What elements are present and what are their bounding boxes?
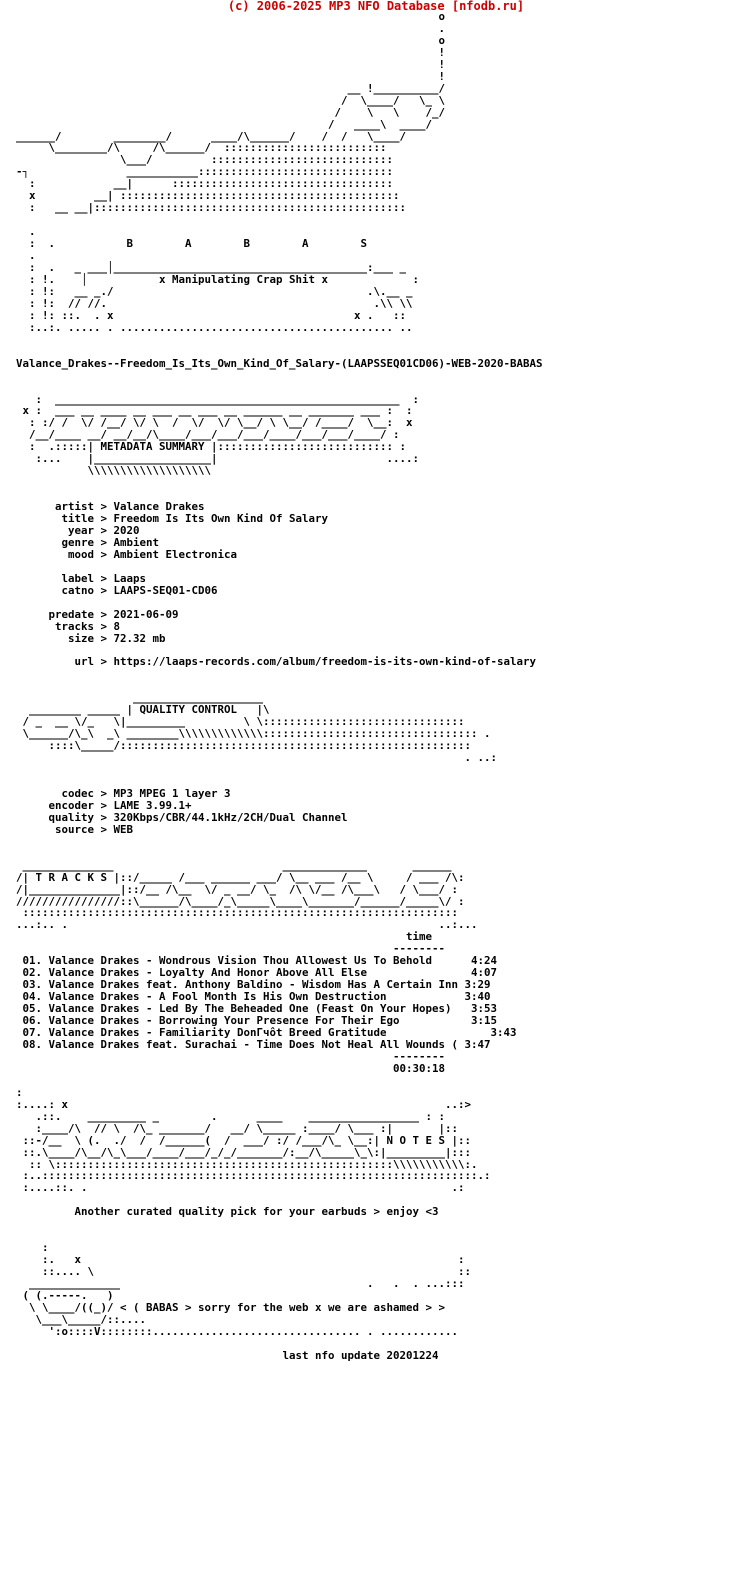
nfo-document: o . o ! ! ! __ !__________/ / \____/ \_ \ / \ \ /_/ / ____\ ____/ ______/ ________/ ____/\______/ / / \____/ \________/\ /\______/ ::::::::::::::::::::::::: \___/ :::::::::::::::::::::::::::: -┐ ___________:::::::::::::::::::::::::::::: : __| :::::::::::::::::::::::::::::::::: x __| ::::::::::::::::::::::::::::::::::::::::::: : __ __|:::::::::::::::::::::::::::::::::::::::::::::::: . : . B A B A S . : . _ ___│_______________________________________:___ _ : !. │ x Manipulating Crap Shit x : : !: __ _./ .\.__ _ : !: // //. .\\ \\ : !: ::. . x x . :: :..:. ..... . .......................................... .. Valance_Drakes--Freedom_Is_Its_Own_Kind_Of_Salary-(LAAPSSEQ01CD06)-WEB-2020-BABAS : _____________________________________________________ : x : ___ __ ____ __ ___ __ ___ __ ______ __ _______ ___ : : : :/ / \/ /__/ \/ \ / \/ \/ \__/ \ \__/ /____/ \__: x /__/____ __/ __/__/\____/___/___/___/____/___/___/____/ : : .:::::| METADATA SUMMARY |::::::::::::::::::::::::::: : :... |__________________| ....: \\\\\\\\\\\\\\\\\\\ artist > Valance Drakes title > Freedom Is Its Own Kind Of Salary year > 2020 genre > Ambient mood > Ambient Electronica label > Laaps catno > LAAPS-SEQ01-CD06 predate > 2021-06-09 tracks > 8 size > 72.32 mb url > https://laaps-records.com/album/freedom-is-its-own-kind-of-salary ____________________ ________ _____ | QUALITY CONTROL |\ / _ __ \/_ \|_________ \ \::::::::::::::::::::::::::::::: \______/\_\ _\ ________\\\\\\\\\\\\\::::::::::::::::::::::::::::::::: . ::::\_____/:::::::::::::::::::::::::::::::::::::::::::::::::::::: . ..: codec > MP3 MPEG 1 layer 3 encoder > LAME 3.99.1+ quality > 320Kbps/CBR/44.1kHz/2CH/Dual Channel source > WEB ______________ _____________ ______ /| T R A C K S |::/_____ /___ ______ ___/ \__ ___ /__ \ / ___ /\: /|______________|::/__ /\__ \/ _ __/ \_ /\ \/__ /\___\ / \___/ : ////////////////::\______/\____/_\_____\____\_______/______/_____\/ : ::::::::::::::::::::::::::::::::::::::::::::::::::::::::::::::::::: ...:.. . ..:... time -------- 01. Valance Drakes - Wondrous Vision Thou Allowest Us To Behold 4:24 02. Valance Drakes - Loyalty And Honor Above All Else 4:07 03. Valance Drakes feat. Anthony Baldino - Wisdom Has A Certain Inn 3:29 04. Valance Drakes - A Fool Month Is His Own Destruction 3:40 05. Valance Drakes - Led By The Beheaded One (Feast On Your Hopes) 3:53 06. Valance Drakes - Borrowing Your Presence For Their Ego 3:15 07. Valance Drakes - Familiarity DonГчôt Breed Gratitude 3:43 08. Valance Drakes feat. Surachai - Time Does Not Heal All Wounds ( 3:47 -------- 00:30:18 : :....: x ..:> .::. _________ _ . ____ _________________ : : :____/\ // \ /\_ _______/ __/ \_____ :____/ \___ :| |:: ::-/__ \ (. ./ / /______( / ___/ :/ /___/\_ \__:| N O T E S |:: ::.\____/\__/\_\___/____/___/_/_/_______/:__/\_____\_\:|_________|::: :: \::::::::::::::::::::::::::::::::::::::::::::::::::::\\\\\\\\\\\:. :..:::::::::::::::::::::::::::::::::::::::::::::::::::::::::::::::::::.: :....::. . .: Another curated quality pick for your earbuds > enjoy <3 : :. x : ::.... \ :: ______________ . . . ...::: ( (.-----. ) \ \____/((_)/ < ( BABAS > sorry for the web x we are ashamed > > \___\_____/::.... ':o::::V::::::::................................ . ............ last nfo update 20201224 [16,10,543,1362]
site-header: (c) 2006-2025 MP3 NFO Database [nfodb.ru] [227,0,525,13]
